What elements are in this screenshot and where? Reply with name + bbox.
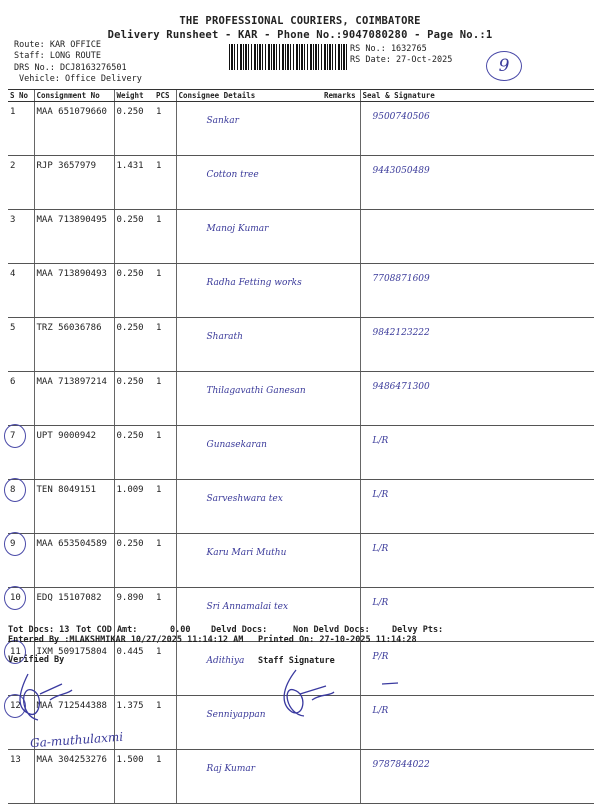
row-pcs: 1 [154, 210, 176, 264]
row-consignment-no: TRZ 56036786 [34, 318, 114, 372]
row-signature: L/R [360, 426, 594, 480]
row-consignment-no: UPT 9000942 [34, 426, 114, 480]
row-sno: 2 [8, 156, 34, 210]
col-consignee: Consignee Details [176, 90, 322, 102]
row-weight: 0.250 [114, 372, 154, 426]
verified-by-label: Verified By [8, 655, 65, 665]
row-weight: 1.500 [114, 750, 154, 804]
table-row [8, 264, 594, 318]
table-row [8, 480, 594, 534]
row-sno: 8 [8, 480, 34, 534]
row-pcs: 1 [154, 426, 176, 480]
row-weight: 9.890 [114, 588, 154, 642]
total-cod-amount: 0.00 [170, 625, 191, 635]
row-signature [360, 210, 594, 264]
row-pcs: 1 [154, 642, 176, 696]
row-consignee: Sankar [176, 102, 322, 156]
row-consignment-no: MAA 713890495 [34, 210, 114, 264]
row-consignee: Sarveshwara tex [176, 480, 322, 534]
row-consignment-no: IXM 509175804 [34, 642, 114, 696]
row-consignee: Raj Kumar [176, 750, 322, 804]
company-title: THE PROFESSIONAL COURIERS, COIMBATORE [179, 15, 421, 27]
col-pcs: PCS [154, 90, 176, 102]
row-signature: L/R [360, 480, 594, 534]
row-circle-mark [4, 532, 26, 556]
table-row [8, 318, 594, 372]
row-consignment-no: MAA 304253276 [34, 750, 114, 804]
row-pcs: 1 [154, 696, 176, 750]
row-consignee: Senniyappan [176, 696, 322, 750]
col-remarks: Remarks [322, 90, 360, 102]
row-signature: 9443050489 [360, 156, 594, 210]
row-weight: 0.250 [114, 264, 154, 318]
row-circle-mark [4, 478, 26, 502]
row-pcs: 1 [154, 318, 176, 372]
row-signature: P/R [360, 642, 594, 696]
row-signature: L/R [360, 696, 594, 750]
row-remarks [322, 210, 360, 264]
row-pcs: 1 [154, 156, 176, 210]
delivery-points-label: Delvy Pts: [392, 625, 444, 635]
table-row [8, 372, 594, 426]
row-signature: L/R [360, 534, 594, 588]
row-consignee: Thilagavathi Ganesan [176, 372, 322, 426]
row-weight: 1.375 [114, 696, 154, 750]
table-header-row [8, 90, 594, 102]
staff-signature-label: Staff Signature [258, 656, 335, 666]
row-consignment-no: MAA 713897214 [34, 372, 114, 426]
handwritten-name: Ga-muthulaxmi [29, 729, 124, 751]
row-sno: 3 [8, 210, 34, 264]
row-remarks [322, 372, 360, 426]
row-consignee: Cotton tree [176, 156, 322, 210]
row-remarks [322, 534, 360, 588]
row-signature: L/R [360, 588, 594, 642]
row-consignment-no: MAA 713890493 [34, 264, 114, 318]
rs-number: RS No.: 1632765 [350, 44, 427, 54]
row-weight: 0.250 [114, 210, 154, 264]
row-signature: 9500740506 [360, 102, 594, 156]
row-pcs: 1 [154, 480, 176, 534]
entered-by: Entered By :MLAKSHMIKAR 10/27/2025 11:14:12 AM [8, 635, 244, 645]
row-signature: 9486471300 [360, 372, 594, 426]
row-remarks [322, 102, 360, 156]
rs-date: RS Date: 27-Oct-2025 [350, 55, 453, 65]
row-consignment-no: TEN 8049151 [34, 480, 114, 534]
total-cod-label: Tot COD Amt: [76, 625, 138, 635]
row-consignee: Manoj Kumar [176, 210, 322, 264]
runsheet-subtitle: Delivery Runsheet - KAR - Phone No.:9047080280 - Page No.:1 [107, 29, 493, 41]
row-remarks [322, 426, 360, 480]
row-sno: 10 [8, 588, 34, 642]
row-sno: 12 [8, 696, 34, 750]
row-remarks [322, 156, 360, 210]
route-label: Route: KAR OFFICE [14, 40, 101, 50]
row-sno: 6 [8, 372, 34, 426]
row-remarks [322, 264, 360, 318]
row-consignment-no: RJP 3657979 [34, 156, 114, 210]
vehicle-label: Vehicle: Office Delivery [19, 74, 142, 84]
row-pcs: 1 [154, 750, 176, 804]
row-consignment-no: MAA 653504589 [34, 534, 114, 588]
row-consignee: Sharath [176, 318, 322, 372]
row-weight: 0.250 [114, 102, 154, 156]
row-consignee: Radha Fetting works [176, 264, 322, 318]
col-weight: Weight [114, 90, 154, 102]
row-consignee: Sri Annamalai tex [176, 588, 322, 642]
row-sno: 13 [8, 750, 34, 804]
row-remarks [322, 750, 360, 804]
page-mark-circle: 9 [486, 51, 522, 81]
row-consignee: Adithiya [176, 642, 322, 696]
row-sno: 4 [8, 264, 34, 318]
table-row [8, 534, 594, 588]
row-sno: 11 [8, 642, 34, 696]
row-weight: 0.250 [114, 426, 154, 480]
table-row [8, 426, 594, 480]
table-row [8, 156, 594, 210]
row-sno: 9 [8, 534, 34, 588]
row-sno: 5 [8, 318, 34, 372]
table-row [8, 102, 594, 156]
verified-signature [10, 664, 80, 726]
row-consignment-no: EDQ 15107082 [34, 588, 114, 642]
row-consignment-no: MAA 712544388 [34, 696, 114, 750]
row-pcs: 1 [154, 264, 176, 318]
row-remarks [322, 318, 360, 372]
col-sno: S No [8, 90, 34, 102]
table-row [8, 210, 594, 264]
col-consignment: Consignment No [34, 90, 114, 102]
delivered-docs-label: Delvd Docs: [211, 625, 268, 635]
row-consignment-no: MAA 651079660 [34, 102, 114, 156]
row-signature: 9842123222 [360, 318, 594, 372]
row-pcs: 1 [154, 102, 176, 156]
row-weight: 0.250 [114, 534, 154, 588]
barcode-image [229, 44, 347, 70]
staff-label: Staff: LONG ROUTE [14, 51, 101, 61]
row-sno: 1 [8, 102, 34, 156]
row-sno: 7 [8, 426, 34, 480]
printed-on: Printed On: 27-10-2025 11:14:28 [258, 635, 417, 645]
staff-signature [270, 664, 400, 720]
row-weight: 0.250 [114, 318, 154, 372]
row-weight: 0.445 [114, 642, 154, 696]
row-circle-mark [4, 424, 26, 448]
total-docs: Tot Docs: 13 [8, 625, 70, 635]
non-delivered-docs-label: Non Delvd Docs: [293, 625, 370, 635]
row-signature: 9787844022 [360, 750, 594, 804]
row-circle-mark [4, 586, 26, 610]
row-pcs: 1 [154, 372, 176, 426]
row-consignee: Gunasekaran [176, 426, 322, 480]
col-seal-signature: Seal & Signature [360, 90, 594, 102]
row-pcs: 1 [154, 588, 176, 642]
drs-number: DRS No.: DCJ8163276501 [14, 63, 127, 73]
table-row [8, 750, 594, 804]
row-remarks [322, 480, 360, 534]
row-consignee: Karu Mari Muthu [176, 534, 322, 588]
row-weight: 1.009 [114, 480, 154, 534]
row-pcs: 1 [154, 534, 176, 588]
row-weight: 1.431 [114, 156, 154, 210]
row-signature: 7708871609 [360, 264, 594, 318]
